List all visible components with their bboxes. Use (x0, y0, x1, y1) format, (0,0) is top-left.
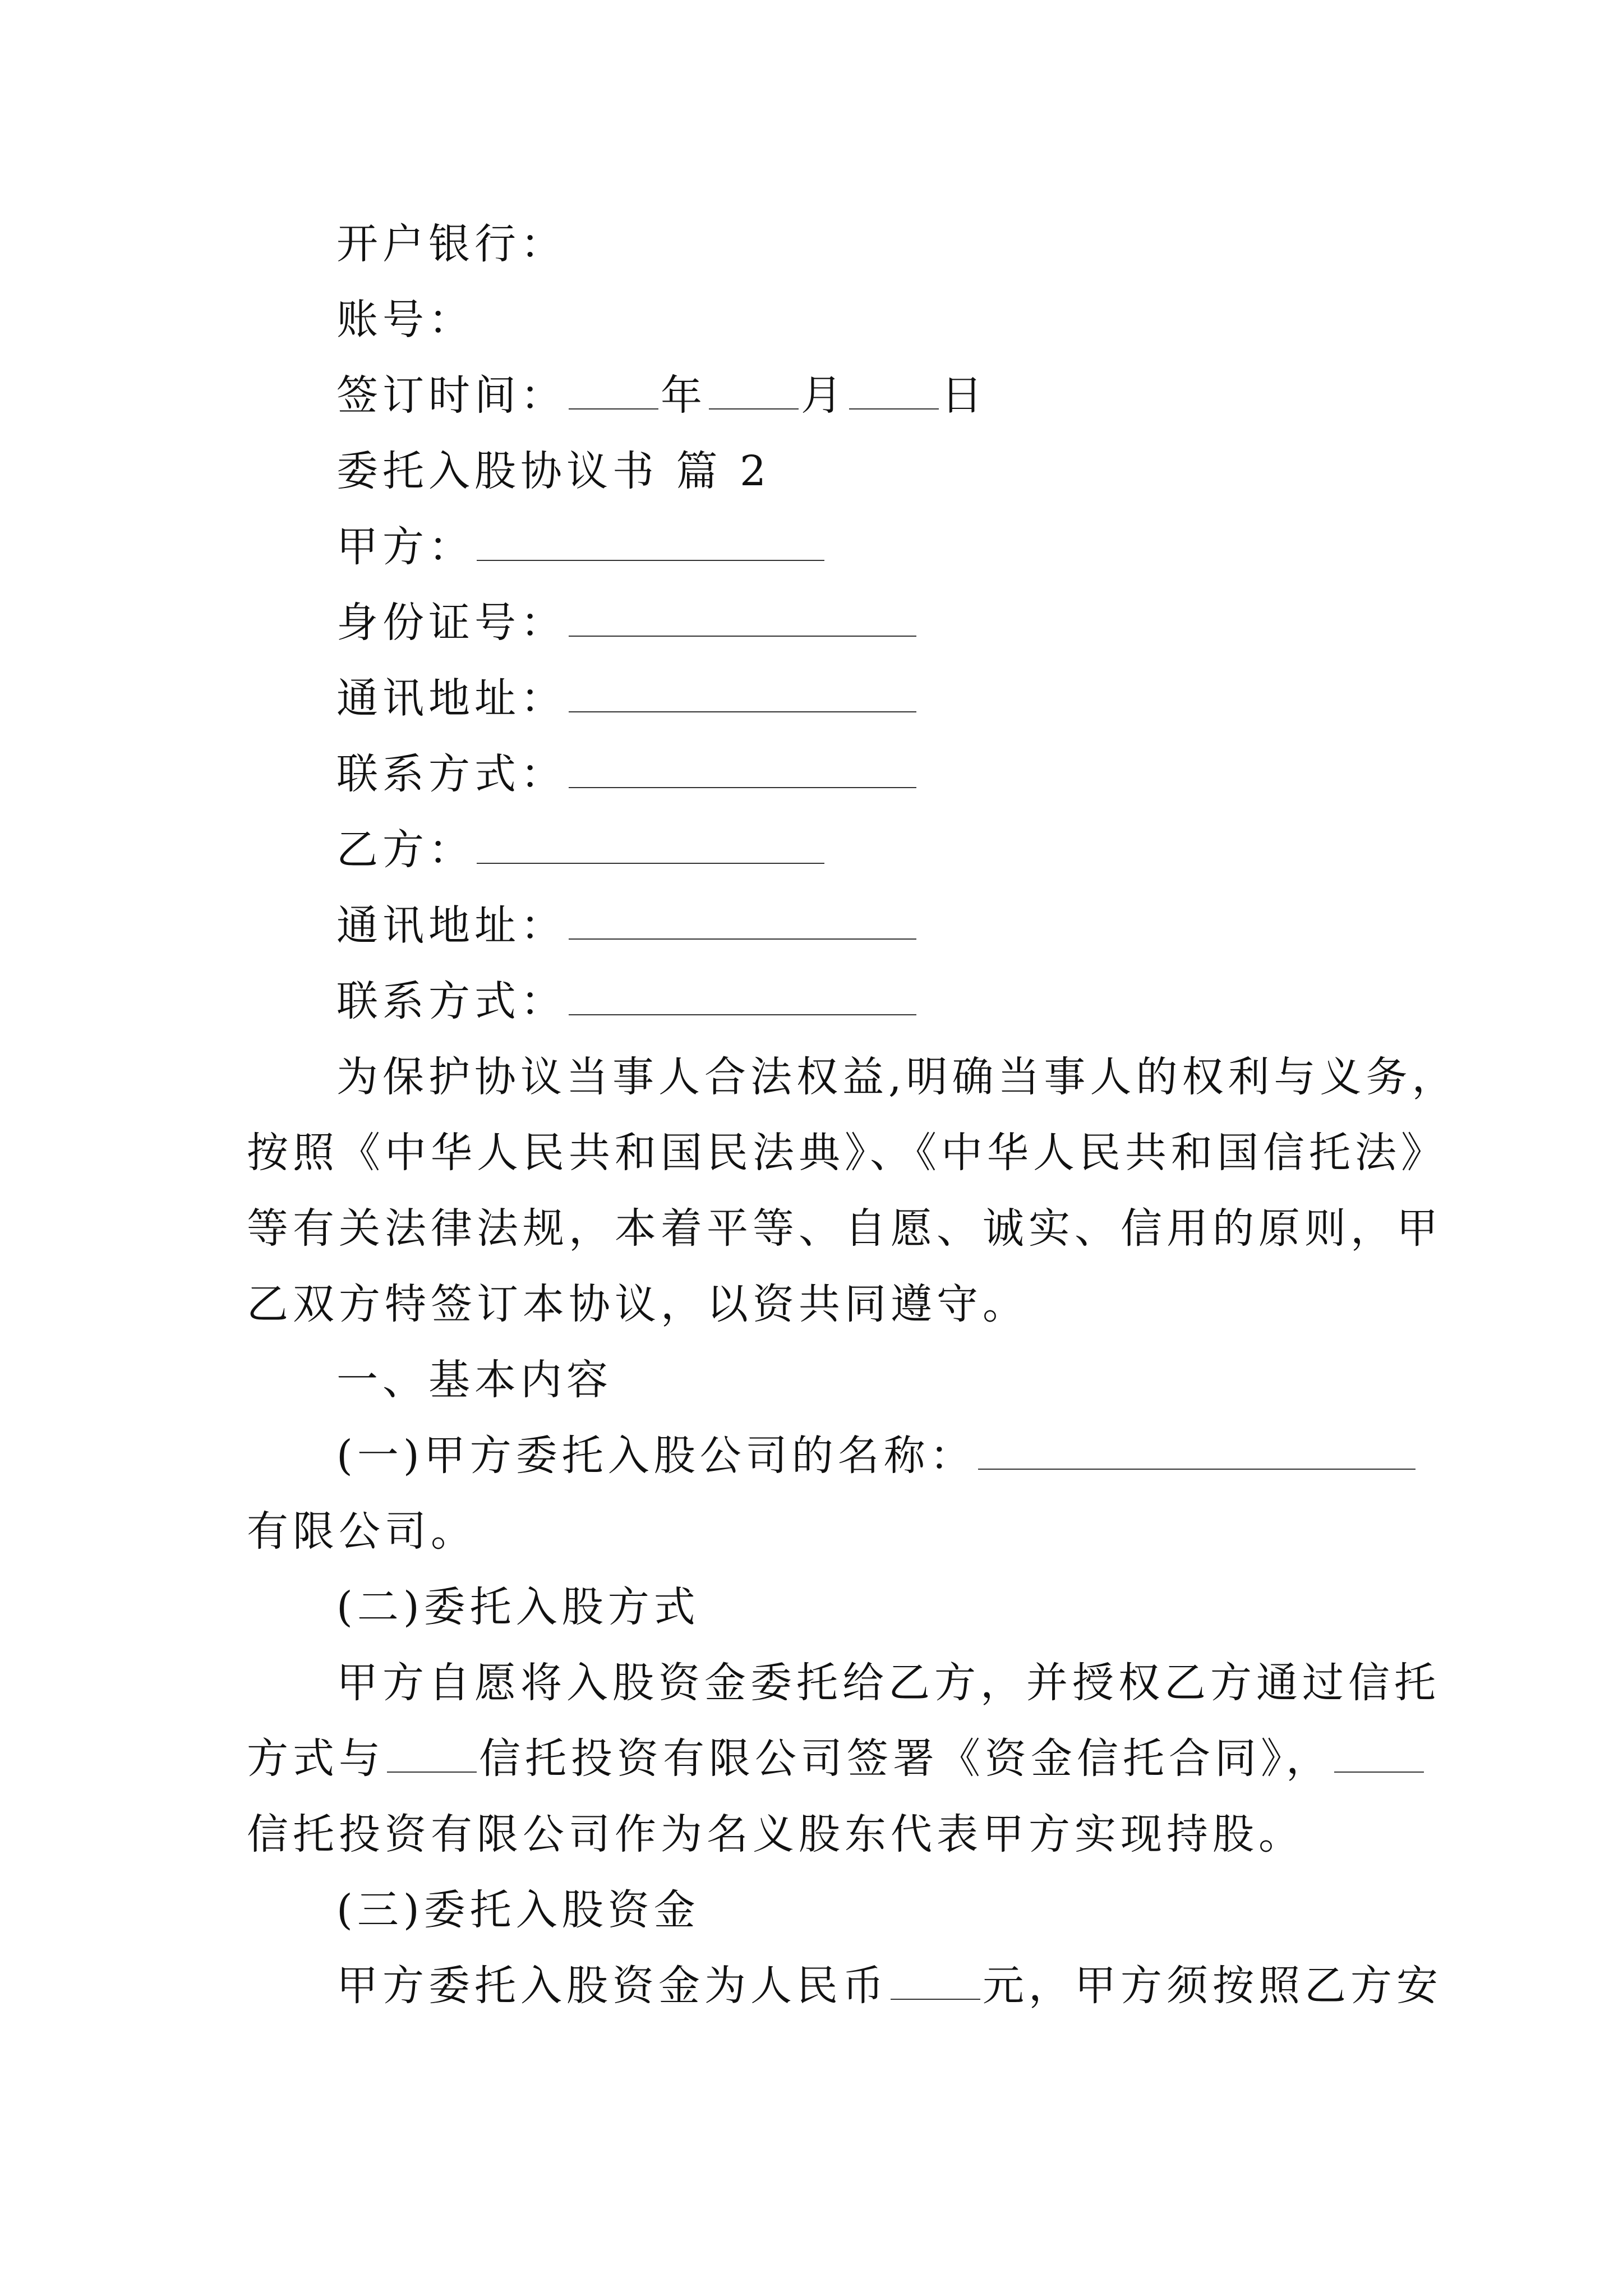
day-label: 日 (941, 371, 987, 420)
intro-line-3 (247, 1200, 1442, 1257)
sign-time-line (336, 367, 987, 424)
address-b-blank (569, 903, 916, 940)
contact-b-line (336, 973, 919, 1029)
address-b-label: 通讯地址： (336, 901, 566, 950)
item-2-text-1: 甲方自愿将入股资金委托给乙方，并授权乙方通过信托 (336, 1659, 1440, 1707)
day-blank (849, 372, 939, 409)
year-blank (569, 372, 658, 409)
item-2-text-line-2 (247, 1731, 1426, 1787)
intro-line-4 (247, 1276, 1029, 1332)
intro-line-1 (336, 1049, 1458, 1105)
address-a-line (336, 670, 919, 726)
id-number-line (336, 595, 919, 651)
intro-text-2: 按照《中华人民共和国民法典》、《中华人民共和国信托法》 (247, 1129, 1447, 1177)
item-1-label: (一)甲方委托入股公司的名称： (336, 1432, 976, 1480)
item-2-heading-line (336, 1579, 700, 1635)
bank-label: 开户银行： (336, 220, 566, 268)
year-label: 年 (661, 371, 707, 420)
contact-b-label: 联系方式： (336, 977, 566, 1025)
account-label: 账号： (336, 296, 474, 344)
month-blank (709, 372, 799, 409)
address-b-line (336, 898, 919, 954)
trust-company-blank (387, 1736, 477, 1773)
section-title: 委托入股协议书 篇 2 (336, 447, 771, 495)
contact-a-label: 联系方式： (336, 750, 566, 798)
id-number-label: 身份证号： (336, 599, 566, 647)
item-2-text-3: 信托投资有限公司作为名义股东代表甲方实现持股。 (247, 1810, 1304, 1858)
intro-line-2 (247, 1125, 1447, 1181)
item-2-text-line-3 (247, 1806, 1304, 1862)
bank-line (336, 216, 566, 272)
party-a-line (336, 519, 827, 575)
party-a-blank (477, 524, 824, 561)
contact-b-blank (569, 978, 916, 1015)
item-2-text-2a: 方式与 (247, 1734, 385, 1783)
intro-text-3: 等有关法律法规，本着平等、自愿、诚实、信用的原则，甲 (247, 1204, 1442, 1253)
party-a-label: 甲方： (336, 523, 474, 571)
id-number-blank (569, 600, 916, 637)
item-1-tail: 有限公司。 (247, 1507, 477, 1556)
address-a-label: 通讯地址： (336, 674, 566, 723)
item-3-heading-line (336, 1882, 700, 1938)
item-3-label: (三)委托入股资金 (336, 1886, 700, 1934)
party-b-blank (477, 827, 824, 864)
intro-text-1: 为保护协议当事人合法权益,明确当事人的权利与义务， (336, 1053, 1458, 1101)
item-3-text-line-1 (336, 1958, 1442, 2014)
party-b-line (336, 822, 827, 878)
intro-text-4: 乙双方特签订本协议，以资共同遵守。 (247, 1280, 1029, 1328)
item-2-text-line-1 (336, 1655, 1440, 1711)
section-title-line (336, 443, 771, 499)
item-2-text-2b: 信托投资有限公司签署《资金信托合同》， (479, 1734, 1332, 1783)
amount-blank (891, 1963, 980, 2000)
month-label: 月 (801, 371, 847, 420)
heading-1: 一、基本内容 (336, 1356, 612, 1404)
item-3-text-1b: 元，甲方须按照乙方安 (983, 1962, 1442, 2010)
address-a-blank (569, 675, 916, 712)
item-1-tail-line (247, 1503, 477, 1559)
company-name-blank (978, 1433, 1415, 1470)
party-b-label: 乙方： (336, 826, 474, 874)
contact-a-line (336, 746, 919, 802)
item-2-label: (二)委托入股方式 (336, 1583, 700, 1631)
heading-1-line (336, 1352, 612, 1408)
contact-a-blank (569, 751, 916, 788)
trust-company-blank-2 (1334, 1736, 1424, 1773)
item-1-line (336, 1428, 1418, 1484)
item-3-text-1a: 甲方委托入股资金为人民币 (336, 1962, 888, 2010)
sign-time-label: 签订时间： (336, 371, 566, 420)
account-line (336, 292, 474, 348)
